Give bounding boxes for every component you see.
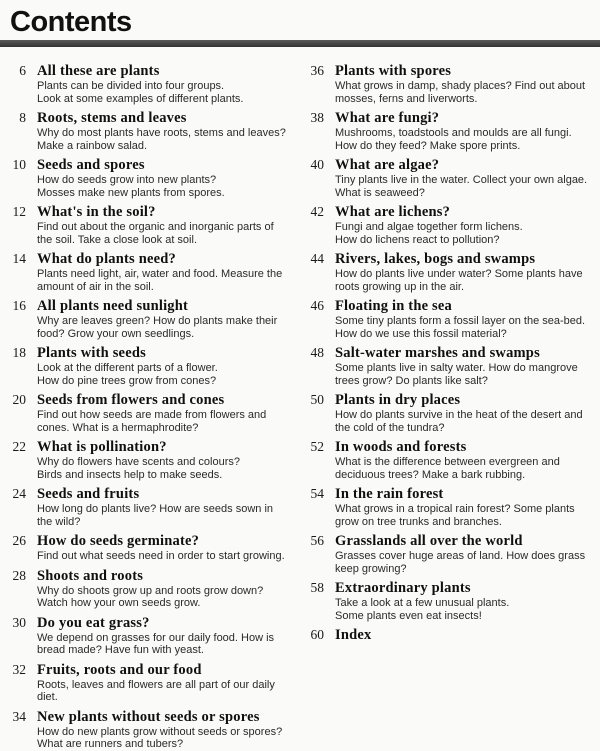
toc-entry-title: Rivers, lakes, bogs and swamps (335, 251, 536, 267)
toc-entry-title: How do seeds germinate? (37, 533, 200, 549)
toc-page-number: 30 (12, 614, 26, 630)
toc-entry-title: Shoots and roots (37, 567, 144, 584)
toc-entry (2, 486, 300, 528)
toc-entry-description-line: How do we use this fossil material? (335, 327, 507, 340)
toc-page-number: 52 (310, 439, 324, 454)
toc-entry-description-line: the cold of the tundra? (335, 421, 445, 434)
toc-entry-body (37, 662, 300, 704)
toc-entry-title: Extraordinary plants (335, 580, 471, 596)
toc-entry-title: All plants need sunlight (37, 298, 189, 314)
toc-entry-description-line: Roots, leaves and flowers are all part of our daily (37, 678, 275, 691)
toc-entry-description (335, 597, 598, 622)
toc-entry (2, 533, 300, 563)
toc-entry-description-line: Grasses cover huge areas of land. How does grass (335, 550, 586, 562)
toc-entry-body (37, 251, 300, 293)
toc-entry-description (37, 726, 300, 751)
toc-entry-description-line: trees grow? Do plants like salt? (335, 374, 488, 387)
toc-entry-description-line: How long do plants live? How are seeds sown in (37, 503, 274, 515)
toc-entry-body (37, 157, 300, 199)
toc-entry-description-line: What grows in a tropical rain forest? Some plants (335, 503, 575, 515)
toc-entry (300, 345, 598, 387)
toc-entry (2, 709, 300, 751)
toc-page-number: 40 (310, 157, 324, 172)
toc-entry-description (37, 127, 300, 152)
toc-entry-body (335, 251, 598, 293)
toc-entry-description-line: How do pine trees grow from cones? (37, 374, 217, 387)
toc-page-number: 6 (19, 63, 26, 78)
toc-entry-body (335, 580, 598, 622)
toc-page-number: 16 (12, 298, 26, 313)
toc-entry (300, 204, 598, 246)
toc-entry-description-line: grow on tree trunks and branches. (335, 515, 502, 528)
toc-entry-description-line: How do plants live under water? Some plants have (335, 268, 583, 280)
toc-entry-description (335, 409, 598, 434)
toc-entry-description-line: the wild? (37, 515, 81, 528)
toc-entry-description-line: keep growing? (335, 562, 407, 575)
toc-entry-description-line: We depend on grasses for our daily food. How is (37, 631, 275, 644)
toc-entry-description (335, 268, 598, 293)
toc-entry-title: Seeds and spores (37, 157, 145, 173)
toc-entry-description (335, 456, 598, 481)
toc-entry-description (335, 221, 598, 246)
toc-entry-title: Seeds from flowers and cones (37, 392, 225, 408)
toc-entry-description (37, 268, 300, 293)
toc-entry-body (37, 439, 300, 481)
toc-entry-description-line: Some plants even eat insects! (335, 609, 482, 622)
toc-page-number: 10 (12, 157, 26, 172)
toc-page-number: 18 (12, 345, 26, 360)
toc-entry-body (37, 568, 300, 610)
toc-entry-description-line: Some plants live in salty water. How do mangrove (335, 362, 578, 374)
toc-entry-description-line: How do they feed? Make spore prints. (335, 139, 521, 152)
toc-entry-description-line: Make a rainbow salad. (37, 139, 148, 152)
toc-entry-title: In woods and forests (335, 439, 467, 455)
toc-entry-description-line: bread made? Have fun with yeast. (37, 644, 204, 656)
toc-entry-description-line: Find out how seeds are made from flowers and (37, 409, 267, 421)
toc-entry-body (335, 157, 598, 199)
toc-entry-description-line: Some tiny plants form a fossil layer on the sea-bed. (335, 315, 586, 327)
toc-entry-body (335, 63, 598, 105)
toc-entry-body (335, 627, 598, 643)
toc-entry-title: Plants in dry places (335, 392, 461, 408)
toc-entry-body (37, 615, 300, 657)
toc-entry-description-line: How do plants survive in the heat of the desert and (335, 409, 583, 421)
toc-entry-body (335, 533, 598, 575)
toc-entry-description (37, 503, 300, 528)
toc-page-number: 48 (310, 345, 324, 360)
toc-page-number: 42 (310, 204, 324, 219)
toc-entry-body (335, 439, 598, 481)
toc-entry-body (37, 709, 300, 751)
toc-page-number: 12 (12, 204, 26, 219)
toc-entry-description-line: Take a look at a few unusual plants. (335, 597, 510, 609)
toc-entry (300, 627, 598, 643)
toc-entry-title: In the rain forest (335, 486, 444, 502)
toc-entry-title: Fruits, roots and our food (37, 661, 202, 678)
toc-entry (300, 251, 598, 293)
toc-entry-title: What's in the soil? (37, 204, 156, 220)
toc-page-number: 34 (12, 708, 26, 724)
toc-entry (300, 298, 598, 340)
toc-entry-description (37, 409, 300, 434)
toc-entry-body (335, 345, 598, 387)
toc-entry-title: Grasslands all over the world (335, 533, 523, 549)
toc-entry-description-line: Plants can be divided into four groups. (37, 80, 225, 92)
toc-entry-description-line: Why do most plants have roots, stems and leaves? (37, 127, 286, 139)
title-divider-bar (0, 40, 600, 47)
toc-entry (2, 615, 300, 657)
toc-entry-description-line: Mushrooms, toadstools and moulds are all fungi. (335, 127, 572, 139)
toc-entry-body (37, 63, 300, 105)
toc-entry (300, 533, 598, 575)
toc-entry (2, 662, 300, 704)
toc-entry-title: New plants without seeds or spores (37, 708, 260, 725)
toc-entry-description (37, 679, 300, 704)
toc-entry-body (37, 110, 300, 152)
toc-entry-description-line: deciduous trees? Make a bark rubbing. (335, 468, 526, 481)
toc-page-number: 32 (12, 661, 26, 677)
toc-entry-description (37, 585, 300, 610)
toc-entry-description (37, 221, 300, 246)
toc-entry-body (37, 298, 300, 340)
toc-entry-description (335, 503, 598, 528)
toc-entry-description (37, 550, 300, 563)
toc-columns (0, 47, 600, 751)
toc-entry-title: Plants with spores (335, 63, 452, 79)
toc-entry-title: What do plants need? (37, 251, 176, 267)
toc-page-number: 24 (12, 486, 26, 501)
toc-column-left (2, 63, 300, 751)
toc-entry (300, 157, 598, 199)
toc-page-number: 44 (310, 251, 324, 266)
toc-entry-description (335, 127, 598, 152)
toc-entry-body (335, 392, 598, 434)
toc-entry (300, 580, 598, 622)
toc-entry (2, 251, 300, 293)
toc-entry-description-line: How do seeds grow into new plants? (37, 174, 217, 186)
toc-entry-description-line: Fungi and algae together form lichens. (335, 221, 523, 233)
toc-entry-description (335, 80, 598, 105)
toc-page-number: 36 (310, 63, 324, 78)
toc-entry-description-line: Plants need light, air, water and food. Measure the (37, 268, 283, 280)
toc-page-number: 58 (310, 580, 324, 595)
toc-entry-title: What are fungi? (335, 110, 440, 126)
toc-entry-body (335, 486, 598, 528)
toc-page-number: 54 (310, 486, 324, 501)
toc-entry-description-line: Why do shoots grow up and roots grow down? (37, 584, 264, 597)
toc-entry-description-line: What are runners and tubers? (37, 738, 184, 750)
toc-entry-description (335, 174, 598, 199)
toc-entry-description-line: the soil. Take a close look at soil. (37, 233, 197, 246)
toc-entry-description-line: What is the difference between evergreen and (335, 456, 560, 468)
toc-entry-description-line: Mosses make new plants from spores. (37, 186, 225, 199)
toc-entry-title: Index (335, 627, 372, 643)
toc-entry-description (37, 174, 300, 199)
toc-page-number: 8 (19, 110, 26, 125)
toc-entry (300, 439, 598, 481)
toc-entry-body (37, 486, 300, 528)
toc-entry-title: Salt-water marshes and swamps (335, 345, 540, 361)
toc-entry (2, 345, 300, 387)
toc-page-number: 14 (12, 251, 26, 266)
toc-column-right (300, 63, 598, 751)
toc-entry-title: What is pollination? (37, 439, 167, 455)
toc-entry (300, 110, 598, 152)
toc-entry-description-line: Birds and insects help to make seeds. (37, 468, 223, 481)
toc-entry (2, 439, 300, 481)
toc-entry-description (37, 456, 300, 481)
toc-entry-description-line: How do new plants grow without seeds or spores? (37, 725, 283, 738)
toc-page-number: 22 (12, 439, 26, 454)
toc-entry-description-line: mosses, ferns and liverworts. (335, 92, 478, 105)
toc-entry-description (335, 315, 598, 340)
toc-entry-description-line: Tiny plants live in the water. Collect your own algae. (335, 174, 588, 186)
toc-entry-title: Roots, stems and leaves (37, 110, 187, 126)
toc-entry (2, 568, 300, 610)
toc-entry-body (335, 204, 598, 246)
toc-entry-body (37, 392, 300, 434)
toc-entry (300, 486, 598, 528)
toc-entry-description-line: roots growing up in the air. (335, 280, 465, 293)
toc-entry-body (335, 298, 598, 340)
toc-entry-description-line: Watch how your own seeds grow. (37, 597, 201, 609)
toc-page-number: 38 (310, 110, 324, 125)
toc-entry-description (335, 550, 598, 575)
toc-entry-description (37, 362, 300, 387)
toc-entry (300, 392, 598, 434)
toc-entry-description (37, 632, 300, 657)
toc-entry-description-line: Why are leaves green? How do plants make their (37, 315, 278, 327)
toc-entry-body (37, 533, 300, 563)
toc-page-number: 46 (310, 298, 324, 313)
toc-entry-title: Do you eat grass? (37, 614, 150, 631)
toc-entry (2, 63, 300, 105)
toc-entry-body (335, 110, 598, 152)
toc-entry-body (37, 345, 300, 387)
page-title: Contents (10, 6, 132, 38)
toc-entry-description-line: amount of air in the soil. (37, 280, 154, 293)
toc-entry-description-line: How do lichens react to pollution? (335, 233, 500, 246)
toc-entry (2, 204, 300, 246)
toc-entry (2, 392, 300, 434)
toc-entry-body (37, 204, 300, 246)
toc-entry-description-line: Why do flowers have scents and colours? (37, 456, 240, 468)
toc-entry-description-line: diet. (37, 691, 58, 703)
toc-entry-description-line: cones. What is a hermaphrodite? (37, 421, 199, 434)
toc-entry-description-line: Find out about the organic and inorganic parts of (37, 221, 274, 233)
toc-page-number: 60 (310, 627, 324, 642)
toc-entry-title: What are lichens? (335, 204, 451, 220)
toc-entry (2, 110, 300, 152)
toc-entry-description-line: Find out what seeds need in order to start growing. (37, 550, 285, 562)
toc-entry (300, 63, 598, 105)
toc-page-number: 20 (12, 392, 26, 407)
toc-entry-title: Plants with seeds (37, 345, 146, 361)
toc-entry-description-line: What is seaweed? (335, 186, 425, 199)
toc-entry-title: Floating in the sea (335, 298, 452, 314)
toc-entry-description (37, 80, 300, 105)
toc-entry-title: All these are plants (37, 63, 160, 79)
toc-page-number: 26 (12, 533, 26, 548)
toc-entry-title: Seeds and fruits (37, 486, 140, 502)
toc-entry-description-line: Look at some examples of different plants. (37, 92, 244, 105)
toc-entry-title: What are algae? (335, 157, 440, 173)
toc-entry-description-line: food? Grow your own seedlings. (37, 327, 195, 340)
toc-page-number: 50 (310, 392, 324, 407)
toc-entry (2, 298, 300, 340)
toc-entry-description-line: Look at the different parts of a flower. (37, 362, 218, 374)
toc-entry-description (335, 362, 598, 387)
toc-page-number: 56 (310, 533, 324, 548)
toc-entry (2, 157, 300, 199)
toc-page-number: 28 (12, 567, 26, 583)
toc-entry-description (37, 315, 300, 340)
page-header (0, 0, 600, 47)
toc-entry-description-line: What grows in damp, shady places? Find out about (335, 80, 586, 92)
